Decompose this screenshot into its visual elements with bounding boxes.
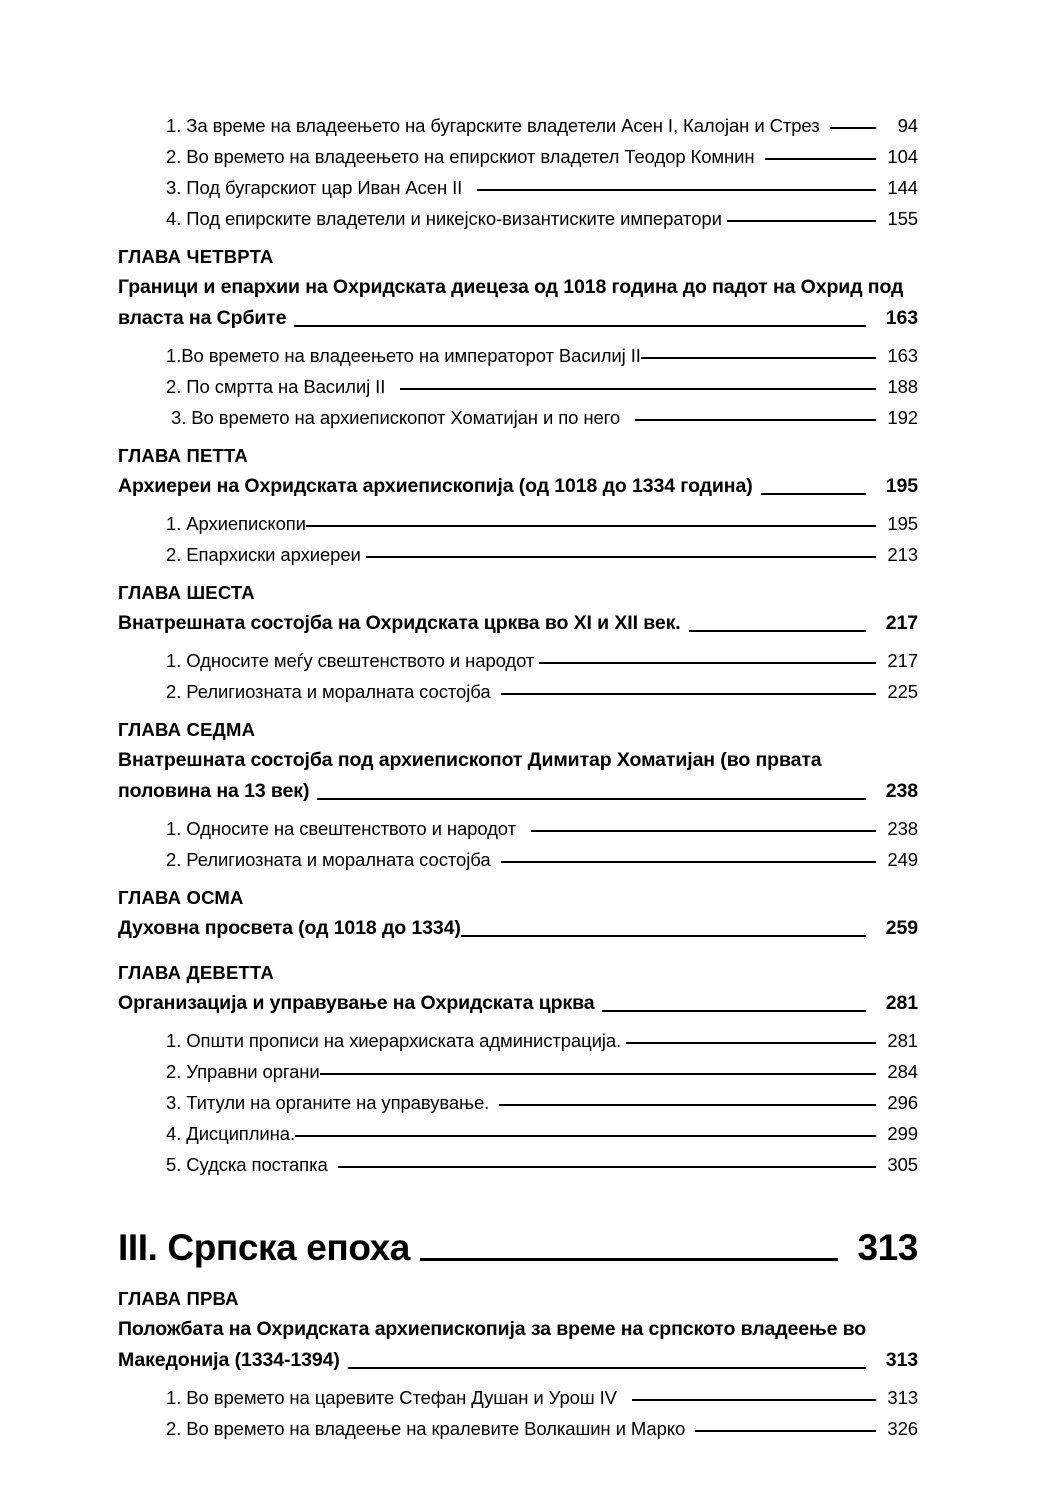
toc-entry-text: 2. Религиозната и моралната состојба bbox=[166, 848, 491, 870]
toc-entry[interactable] bbox=[166, 639, 918, 670]
toc-page-number: 104 bbox=[887, 145, 918, 167]
toc-entry[interactable] bbox=[166, 1019, 918, 1050]
chapter-title-line: Граници и епархии на Охридската диецеза од 1018 година до падот на Охрид под bbox=[118, 276, 904, 298]
chapter-title-line: Македонија (1334-1394) bbox=[118, 1349, 340, 1371]
toc-page-number: 296 bbox=[887, 1091, 918, 1113]
leader-line bbox=[695, 1430, 876, 1432]
leader-line bbox=[499, 1104, 876, 1106]
chapter-label: ГЛАВА ПЕТТА bbox=[118, 445, 248, 466]
toc-page-number: 217 bbox=[885, 612, 918, 634]
toc-page-number: 305 bbox=[887, 1153, 918, 1175]
leader-line bbox=[295, 1135, 876, 1137]
toc-entry-text: 4. Дисциплина. bbox=[166, 1122, 296, 1144]
leader-line bbox=[830, 127, 876, 129]
leader-line bbox=[420, 1258, 838, 1261]
spacer bbox=[118, 1270, 918, 1284]
spacer bbox=[118, 869, 918, 883]
toc-page-number: 217 bbox=[887, 649, 918, 671]
leader-line bbox=[602, 1010, 866, 1012]
toc-entry-text: 2. Управни органи bbox=[166, 1060, 320, 1082]
toc-page-number: 188 bbox=[887, 375, 918, 397]
toc-entry-text: 2. Епархиски архиереи bbox=[166, 543, 361, 565]
leader-line bbox=[626, 1042, 876, 1044]
leader-line bbox=[477, 189, 876, 191]
leader-line bbox=[366, 556, 876, 558]
toc-entry-text: 5. Судска постапка bbox=[166, 1153, 328, 1175]
toc-entry[interactable] bbox=[166, 104, 918, 135]
toc-page-number: 249 bbox=[887, 848, 918, 870]
toc-page-number: 225 bbox=[887, 680, 918, 702]
chapter-label: ГЛАВА СЕДМА bbox=[118, 719, 256, 740]
chapter-label: ГЛАВА ОСМА bbox=[118, 887, 244, 908]
toc-entry[interactable] bbox=[166, 334, 918, 365]
toc-entry[interactable] bbox=[166, 1376, 918, 1407]
toc-page-number: 313 bbox=[887, 1386, 918, 1408]
toc-entry-text: 2. Религиозната и моралната состојба bbox=[166, 680, 491, 702]
toc-page-number: 192 bbox=[887, 406, 918, 428]
toc-entry[interactable] bbox=[166, 1407, 918, 1438]
chapter-title[interactable] bbox=[118, 272, 918, 334]
toc-entry[interactable] bbox=[166, 1112, 918, 1143]
toc-entry-text: 1. За време на владеењето на бугарските владетели Асен I, Калојан и Стрез bbox=[166, 114, 820, 136]
toc-entry-text: 1. Општи прописи на хиерархиската администрација. bbox=[166, 1029, 622, 1051]
toc-chapter-block bbox=[118, 883, 918, 944]
chapter-title[interactable] bbox=[118, 471, 918, 502]
leader-line bbox=[689, 630, 866, 632]
toc-page-number: 259 bbox=[885, 917, 918, 939]
leader-line bbox=[400, 388, 876, 390]
part-title: III. Српска епоха bbox=[118, 1227, 410, 1268]
toc-page-number: 144 bbox=[887, 176, 918, 198]
toc-entry[interactable] bbox=[166, 1143, 918, 1174]
toc-entry-text: 1. Односите на свештенството и народот bbox=[166, 817, 516, 839]
toc-page-number: 213 bbox=[887, 543, 918, 565]
chapter-label: ГЛАВА ШЕСТА bbox=[118, 582, 255, 603]
chapter-title-line: власта на Србите bbox=[118, 307, 287, 329]
part-page-number: 313 bbox=[857, 1227, 918, 1268]
toc-entry-text: 3. Во времето на архиепископот Хоматијан и по него bbox=[166, 406, 621, 428]
leader-line bbox=[317, 798, 866, 800]
toc-entry[interactable] bbox=[166, 197, 918, 228]
toc-page-number: 94 bbox=[897, 114, 918, 136]
toc-page-number: 313 bbox=[885, 1349, 918, 1371]
chapter-title[interactable] bbox=[118, 745, 918, 807]
toc-chapter-block bbox=[118, 958, 918, 1174]
chapter-title[interactable] bbox=[118, 608, 918, 639]
toc-chapter-block bbox=[118, 715, 918, 869]
toc-entry-text: 2. Во времето на владеење на кралевите Волкашин и Марко bbox=[166, 1417, 686, 1439]
toc-chapter-block bbox=[118, 441, 918, 564]
toc-entry[interactable] bbox=[166, 502, 918, 533]
toc-entry[interactable] bbox=[166, 533, 918, 564]
chapter-title-line: Духовна просвета (од 1018 до 1334) bbox=[118, 917, 461, 939]
chapter-label: ГЛАВА ЧЕТВРТА bbox=[118, 246, 274, 267]
spacer bbox=[118, 427, 918, 441]
toc-entry[interactable] bbox=[166, 396, 918, 427]
leader-line bbox=[501, 861, 876, 863]
chapter-title[interactable] bbox=[118, 1314, 918, 1376]
leader-line bbox=[320, 1073, 876, 1075]
leader-line bbox=[727, 220, 876, 222]
toc-entry-text: 2. Во времето на владеењето на епирскиот владетел Теодор Комнин bbox=[166, 145, 755, 167]
toc-page-number: 238 bbox=[885, 780, 918, 802]
toc-entry[interactable] bbox=[166, 670, 918, 701]
chapter-label: ГЛАВА ПРВА bbox=[118, 1288, 239, 1309]
toc-entry-text: 1. Односите меѓу свештенството и народот bbox=[166, 649, 535, 671]
toc-entry-text: 4. Под епирските владетели и никејско-византиските императори bbox=[166, 207, 722, 229]
spacer bbox=[118, 228, 918, 242]
leader-line bbox=[338, 1166, 876, 1168]
toc-chapter-block bbox=[118, 242, 918, 427]
leader-line bbox=[765, 158, 876, 160]
spacer bbox=[118, 701, 918, 715]
leader-line bbox=[539, 662, 876, 664]
leader-line bbox=[531, 830, 876, 832]
leader-line bbox=[461, 935, 866, 937]
spacer bbox=[118, 564, 918, 578]
toc-entry-text: 1. Во времето на царевите Стефан Душан и Урош IV bbox=[166, 1386, 617, 1408]
toc-entry[interactable] bbox=[166, 838, 918, 869]
toc-page-number: 299 bbox=[887, 1122, 918, 1144]
toc-page-number: 284 bbox=[887, 1060, 918, 1082]
leader-line bbox=[306, 525, 876, 527]
chapter-title-line: Положбата на Охридската архиепископија за време на српското владеење во bbox=[118, 1318, 867, 1340]
chapter-title-line: Архиереи на Охридската архиепископија (од 1018 до 1334 година) bbox=[118, 475, 753, 497]
leader-line bbox=[501, 693, 876, 695]
leader-line bbox=[294, 325, 866, 327]
table-of-contents bbox=[118, 104, 918, 1438]
toc-entry-text: 2. По смртта на Василиј II bbox=[166, 375, 386, 397]
part-heading[interactable] bbox=[118, 1226, 918, 1270]
leader-line bbox=[348, 1367, 866, 1369]
toc-entry-text: 3. Под бугарскиот цар Иван Асен II bbox=[166, 176, 463, 198]
chapter-title[interactable] bbox=[118, 913, 918, 944]
toc-entry[interactable] bbox=[166, 365, 918, 396]
toc-page-number: 238 bbox=[887, 817, 918, 839]
toc-page-number: 281 bbox=[887, 1029, 918, 1051]
toc-page-number: 195 bbox=[885, 475, 918, 497]
toc-entry-text: 3. Титули на органите на управување. bbox=[166, 1091, 490, 1113]
toc-group-continued bbox=[118, 104, 918, 228]
toc-entry-text: 1. Архиепископи bbox=[166, 512, 306, 534]
leader-line bbox=[641, 357, 876, 359]
toc-page-number: 163 bbox=[887, 344, 918, 366]
toc-chapter-block bbox=[118, 1284, 918, 1438]
toc-entry[interactable] bbox=[166, 135, 918, 166]
toc-page-number: 155 bbox=[887, 207, 918, 229]
chapter-title-line: Внатрешната состојба на Охридската црква во XI и XII век. bbox=[118, 612, 681, 634]
leader-line bbox=[761, 493, 866, 495]
toc-page-number: 163 bbox=[885, 307, 918, 329]
toc-page-number: 326 bbox=[887, 1417, 918, 1439]
leader-line bbox=[632, 1399, 876, 1401]
toc-entry[interactable] bbox=[166, 807, 918, 838]
toc-entry[interactable] bbox=[166, 1081, 918, 1112]
chapter-title[interactable] bbox=[118, 988, 918, 1019]
chapter-title-line: половина на 13 век) bbox=[118, 780, 310, 802]
spacer bbox=[118, 944, 918, 958]
toc-entry[interactable] bbox=[166, 166, 918, 197]
toc-entry-text: 1.Во времето на владеењето на императорот Василиј II bbox=[166, 344, 641, 366]
leader-line bbox=[635, 419, 876, 421]
toc-entry[interactable] bbox=[166, 1050, 918, 1081]
chapter-title-line: Организација и управување на Охридската црква bbox=[118, 992, 595, 1014]
chapter-label: ГЛАВА ДЕВЕТТА bbox=[118, 962, 274, 983]
toc-chapter-block bbox=[118, 578, 918, 701]
chapter-title-line: Внатрешната состојба под архиепископот Димитар Хоматијан (во првата bbox=[118, 749, 822, 771]
toc-page-number: 195 bbox=[887, 512, 918, 534]
toc-page-number: 281 bbox=[885, 992, 918, 1014]
